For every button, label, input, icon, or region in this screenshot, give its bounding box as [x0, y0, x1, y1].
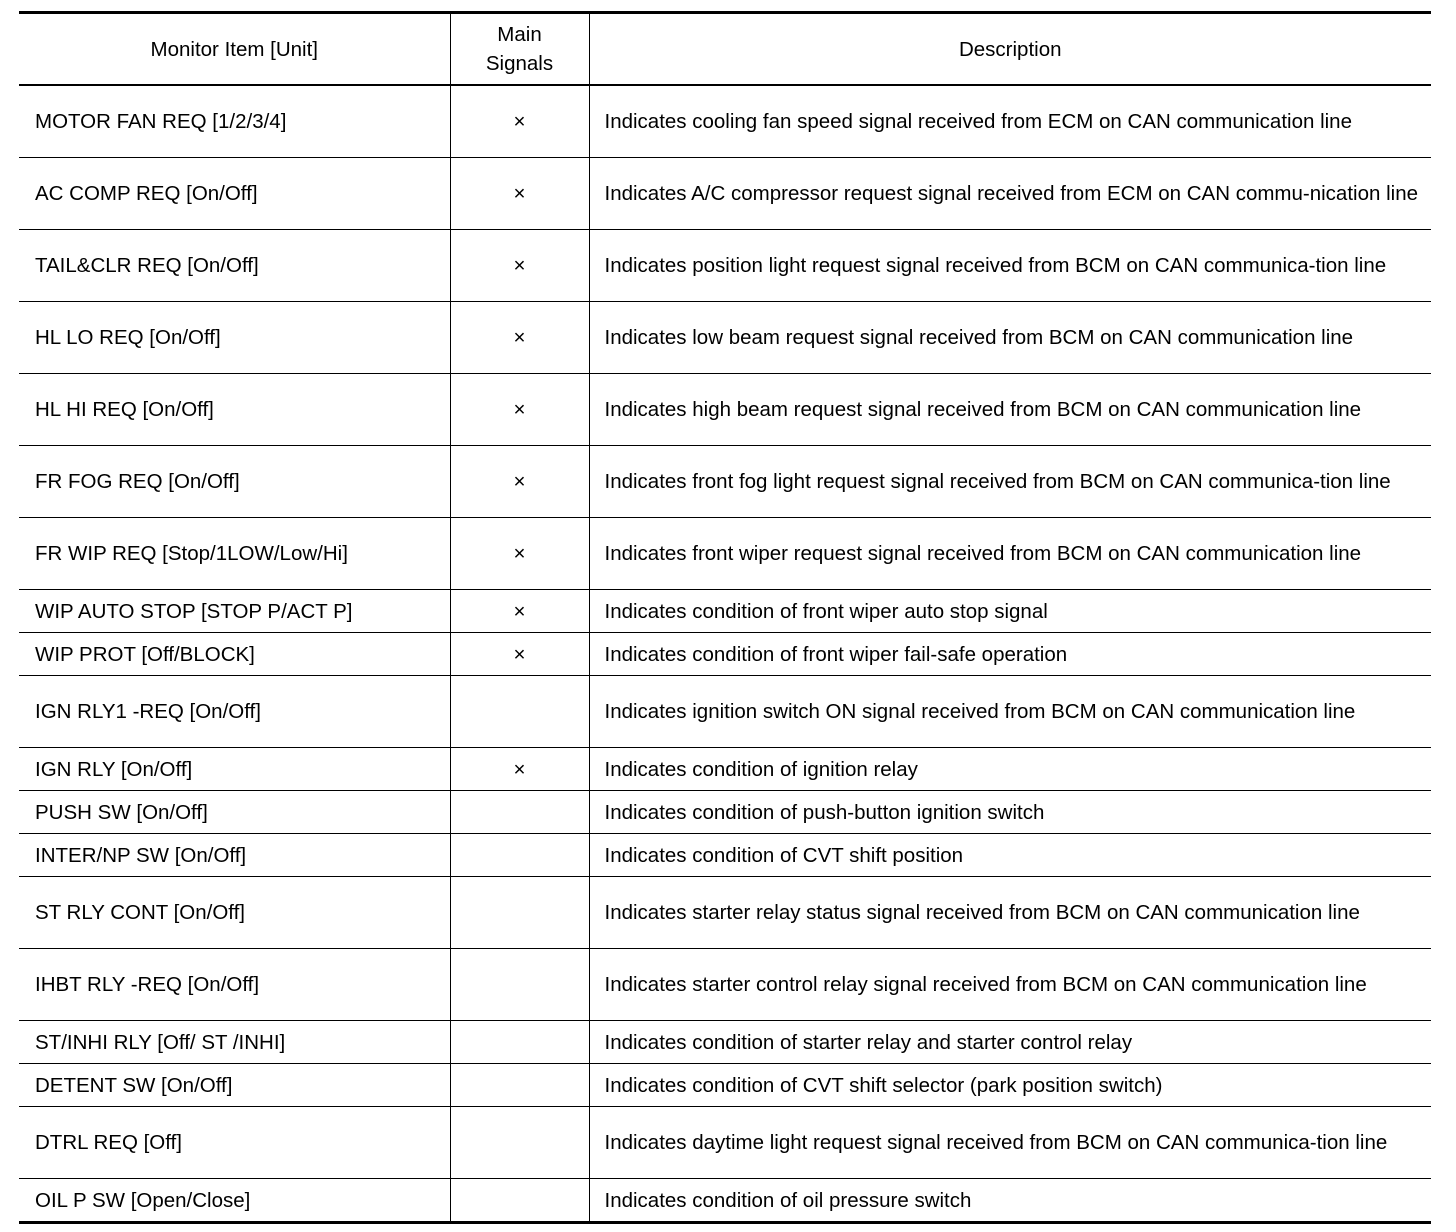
description-cell: Indicates condition of CVT shift position	[589, 834, 1431, 877]
main-signal-mark	[450, 1107, 589, 1179]
main-signal-mark: ×	[450, 518, 589, 590]
description-cell: Indicates front wiper request signal received from BCM on CAN communication line	[589, 518, 1431, 590]
description-cell: Indicates starter control relay signal received from BCM on CAN communication line	[589, 949, 1431, 1021]
description-cell: Indicates condition of starter relay and starter control relay	[589, 1021, 1431, 1064]
description-cell: Indicates condition of front wiper auto stop signal	[589, 590, 1431, 633]
table-row	[19, 791, 1431, 834]
monitor-item-cell: AC COMP REQ [On/Off]	[19, 158, 450, 230]
main-signal-mark: ×	[450, 446, 589, 518]
monitor-item-cell: HL HI REQ [On/Off]	[19, 374, 450, 446]
table-row	[19, 85, 1431, 158]
monitor-item-cell: DETENT SW [On/Off]	[19, 1064, 450, 1107]
monitor-item-cell: TAIL&CLR REQ [On/Off]	[19, 230, 450, 302]
main-signal-mark: ×	[450, 230, 589, 302]
description-cell: Indicates starter relay status signal received from BCM on CAN communication line	[589, 877, 1431, 949]
description-cell: Indicates condition of CVT shift selector (park position switch)	[589, 1064, 1431, 1107]
main-signal-mark	[450, 877, 589, 949]
main-signal-mark	[450, 676, 589, 748]
description-cell: Indicates position light request signal received from BCM on CAN communica-tion line	[589, 230, 1431, 302]
monitor-item-cell: IGN RLY1 -REQ [On/Off]	[19, 676, 450, 748]
main-signal-mark	[450, 949, 589, 1021]
monitor-item-cell: WIP AUTO STOP [STOP P/ACT P]	[19, 590, 450, 633]
table-row	[19, 676, 1431, 748]
description-cell: Indicates cooling fan speed signal received from ECM on CAN communication line	[589, 85, 1431, 158]
monitor-item-cell: WIP PROT [Off/BLOCK]	[19, 633, 450, 676]
description-cell: Indicates front fog light request signal received from BCM on CAN communica-tion line	[589, 446, 1431, 518]
main-signal-mark: ×	[450, 85, 589, 158]
table-row	[19, 446, 1431, 518]
table-row	[19, 1107, 1431, 1179]
main-signal-mark	[450, 791, 589, 834]
table-row	[19, 877, 1431, 949]
table-row	[19, 633, 1431, 676]
monitor-item-cell: IGN RLY [On/Off]	[19, 748, 450, 791]
monitor-item-cell: OIL P SW [Open/Close]	[19, 1179, 450, 1223]
monitor-item-cell: MOTOR FAN REQ [1/2/3/4]	[19, 85, 450, 158]
main-signal-mark: ×	[450, 158, 589, 230]
header-main-signals-line1: Main	[497, 23, 542, 46]
table-row	[19, 158, 1431, 230]
table-row	[19, 748, 1431, 791]
monitor-item-cell: FR WIP REQ [Stop/1LOW/Low/Hi]	[19, 518, 450, 590]
header-row	[19, 13, 1431, 86]
monitor-item-cell: DTRL REQ [Off]	[19, 1107, 450, 1179]
table-row	[19, 949, 1431, 1021]
monitor-item-cell: FR FOG REQ [On/Off]	[19, 446, 450, 518]
description-cell: Indicates low beam request signal received from BCM on CAN communication line	[589, 302, 1431, 374]
description-cell: Indicates A/C compressor request signal received from ECM on CAN commu-nication line	[589, 158, 1431, 230]
table-header	[19, 13, 1431, 86]
main-signal-mark: ×	[450, 590, 589, 633]
header-main-signals-line2: Signals	[485, 52, 554, 75]
table-row	[19, 302, 1431, 374]
description-cell: Indicates high beam request signal received from BCM on CAN communication line	[589, 374, 1431, 446]
main-signal-mark: ×	[450, 374, 589, 446]
table-row	[19, 1021, 1431, 1064]
main-signal-mark	[450, 834, 589, 877]
description-cell: Indicates condition of push-button ignition switch	[589, 791, 1431, 834]
header-main-signals	[450, 13, 589, 86]
main-signal-mark	[450, 1021, 589, 1064]
description-cell: Indicates condition of ignition relay	[589, 748, 1431, 791]
header-monitor-item: Monitor Item [Unit]	[19, 13, 450, 86]
description-cell: Indicates condition of front wiper fail-safe operation	[589, 633, 1431, 676]
monitor-item-cell: ST RLY CONT [On/Off]	[19, 877, 450, 949]
monitor-item-cell: INTER/NP SW [On/Off]	[19, 834, 450, 877]
monitor-item-cell: PUSH SW [On/Off]	[19, 791, 450, 834]
description-cell: Indicates ignition switch ON signal received from BCM on CAN communication line	[589, 676, 1431, 748]
monitor-item-cell: HL LO REQ [On/Off]	[19, 302, 450, 374]
table-row	[19, 374, 1431, 446]
table-row	[19, 230, 1431, 302]
monitor-item-cell: IHBT RLY -REQ [On/Off]	[19, 949, 450, 1021]
table-row	[19, 518, 1431, 590]
description-cell: Indicates condition of oil pressure switch	[589, 1179, 1431, 1223]
table-row	[19, 834, 1431, 877]
main-signal-mark: ×	[450, 633, 589, 676]
monitor-item-table	[19, 11, 1431, 1224]
table-body	[19, 85, 1431, 1223]
table-row	[19, 590, 1431, 633]
table-row	[19, 1064, 1431, 1107]
main-signal-mark: ×	[450, 302, 589, 374]
monitor-item-cell: ST/INHI RLY [Off/ ST /INHI]	[19, 1021, 450, 1064]
main-signal-mark	[450, 1064, 589, 1107]
description-cell: Indicates daytime light request signal received from BCM on CAN communica-tion line	[589, 1107, 1431, 1179]
main-signal-mark: ×	[450, 748, 589, 791]
table-row	[19, 1179, 1431, 1223]
header-description: Description	[589, 13, 1431, 86]
main-signal-mark	[450, 1179, 589, 1223]
